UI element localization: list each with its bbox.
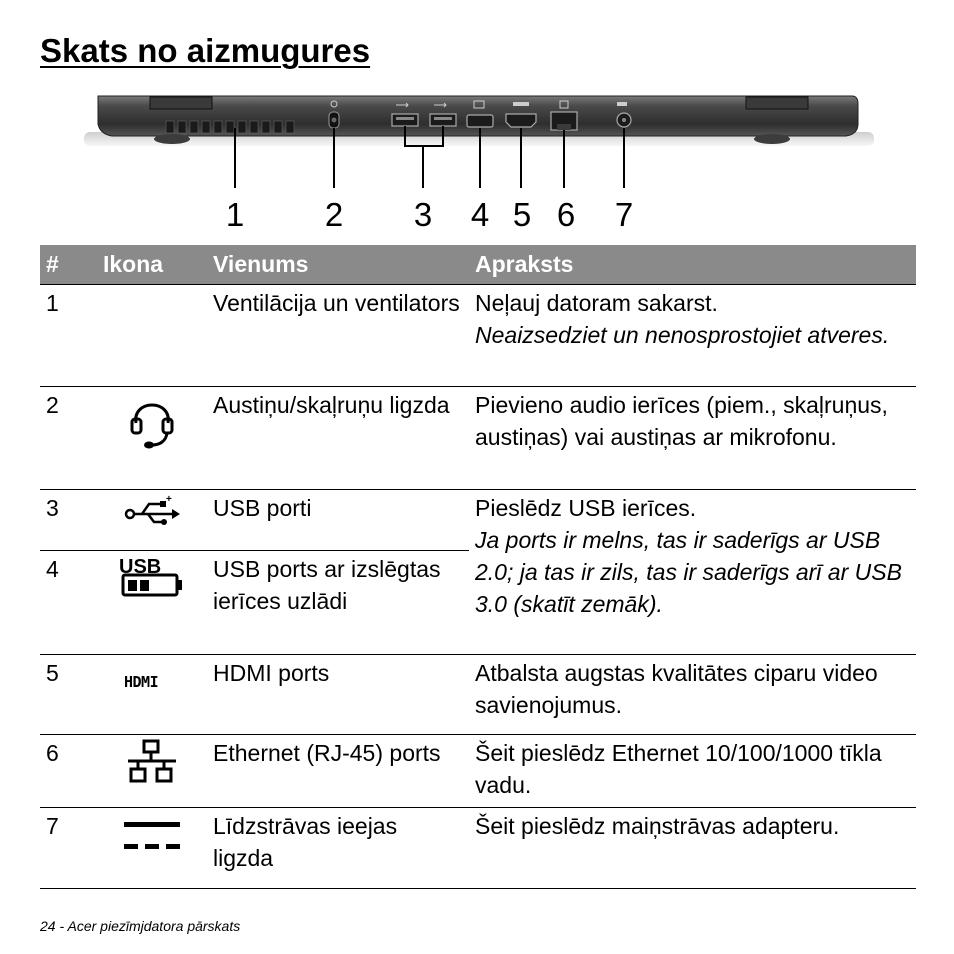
row-desc: Šeit pieslēdz Ethernet 10/100/1000 tīkla vadu. bbox=[469, 734, 916, 807]
hdmi-label: HDMI bbox=[124, 672, 159, 691]
table-row bbox=[40, 654, 916, 734]
row-note: Neaizsedziet un nenosprostojiet atveres. bbox=[475, 321, 890, 348]
row-item: HDMI ports bbox=[207, 654, 469, 734]
row-number: 7 bbox=[40, 807, 97, 888]
callout-7: 7 bbox=[614, 196, 634, 233]
row-icon-cell bbox=[97, 489, 207, 550]
header-item: Vienums bbox=[207, 245, 469, 284]
table-row bbox=[40, 734, 916, 807]
row-desc-cell bbox=[469, 489, 916, 654]
svg-text:+: + bbox=[166, 493, 172, 505]
row-item: USB porti bbox=[207, 489, 469, 550]
usb-icon bbox=[122, 492, 182, 526]
dc-in-icon bbox=[122, 810, 182, 854]
row-desc: Neļauj datoram sakarst. bbox=[475, 289, 718, 316]
table-row bbox=[40, 807, 916, 888]
row-item: Ventilācija un ventilators bbox=[213, 289, 460, 316]
table-row bbox=[40, 386, 916, 489]
row-number: 5 bbox=[40, 654, 97, 734]
ports-table bbox=[40, 245, 916, 889]
row-number: 1 bbox=[46, 289, 59, 316]
row-item: USB ports ar izslēgtas ierīces uzlādi bbox=[207, 550, 469, 654]
callout-6: 6 bbox=[556, 196, 576, 233]
row-note: Ja ports ir melns, tas ir saderīgs ar USB 2.0; ja tas ir zils, tas ir saderīgs arī ar USB 3.0 (skatīt zemāk). bbox=[475, 526, 902, 617]
ethernet-icon bbox=[124, 737, 180, 787]
row-item: Līdzstrāvas ieejas ligzda bbox=[207, 807, 469, 888]
row-icon-cell bbox=[97, 654, 207, 734]
callout-1: 1 bbox=[225, 196, 245, 233]
callout-5: 5 bbox=[512, 196, 532, 233]
table-row bbox=[40, 284, 916, 386]
usb-charge-label: USB bbox=[119, 555, 162, 578]
header-desc: Apraksts bbox=[469, 245, 916, 284]
callout-2: 2 bbox=[324, 196, 344, 233]
header-num: # bbox=[40, 245, 97, 284]
row-number: 3 bbox=[40, 489, 97, 550]
row-number: 6 bbox=[40, 734, 97, 807]
row-desc: Atbalsta augstas kvalitātes ciparu video savienojumus. bbox=[469, 654, 916, 734]
usb-charge-icon bbox=[117, 553, 187, 601]
row-icon-cell bbox=[97, 807, 207, 888]
headset-icon bbox=[128, 389, 176, 449]
row-desc: Pieslēdz USB ierīces. bbox=[475, 494, 697, 521]
page-footer: 24 - Acer piezīmjdatora pārskats bbox=[40, 918, 241, 934]
table-header-row bbox=[40, 245, 916, 284]
callout-4: 4 bbox=[470, 196, 490, 233]
callout-3: 3 bbox=[413, 196, 433, 233]
row-desc-cell bbox=[469, 284, 916, 386]
page-title: Skats no aizmugures bbox=[40, 32, 371, 69]
row-number: 2 bbox=[40, 386, 97, 489]
row-item: Austiņu/skaļruņu ligzda bbox=[207, 386, 469, 489]
row-icon-cell bbox=[97, 386, 207, 489]
row-number: 4 bbox=[40, 550, 97, 654]
row-icon-cell bbox=[97, 734, 207, 807]
header-icon: Ikona bbox=[97, 245, 207, 284]
row-desc: Pievieno audio ierīces (piem., skaļruņus, austiņas) vai austiņas ar mikrofonu. bbox=[469, 386, 916, 489]
row-desc: Šeit pieslēdz maiņstrāvas adapteru. bbox=[469, 807, 916, 888]
row-icon-cell bbox=[97, 550, 207, 654]
hdmi-icon bbox=[120, 657, 184, 697]
table-row bbox=[40, 489, 916, 550]
row-icon-empty bbox=[97, 284, 207, 386]
row-item: Ethernet (RJ-45) ports bbox=[207, 734, 469, 807]
laptop-rear-figure bbox=[80, 88, 880, 238]
